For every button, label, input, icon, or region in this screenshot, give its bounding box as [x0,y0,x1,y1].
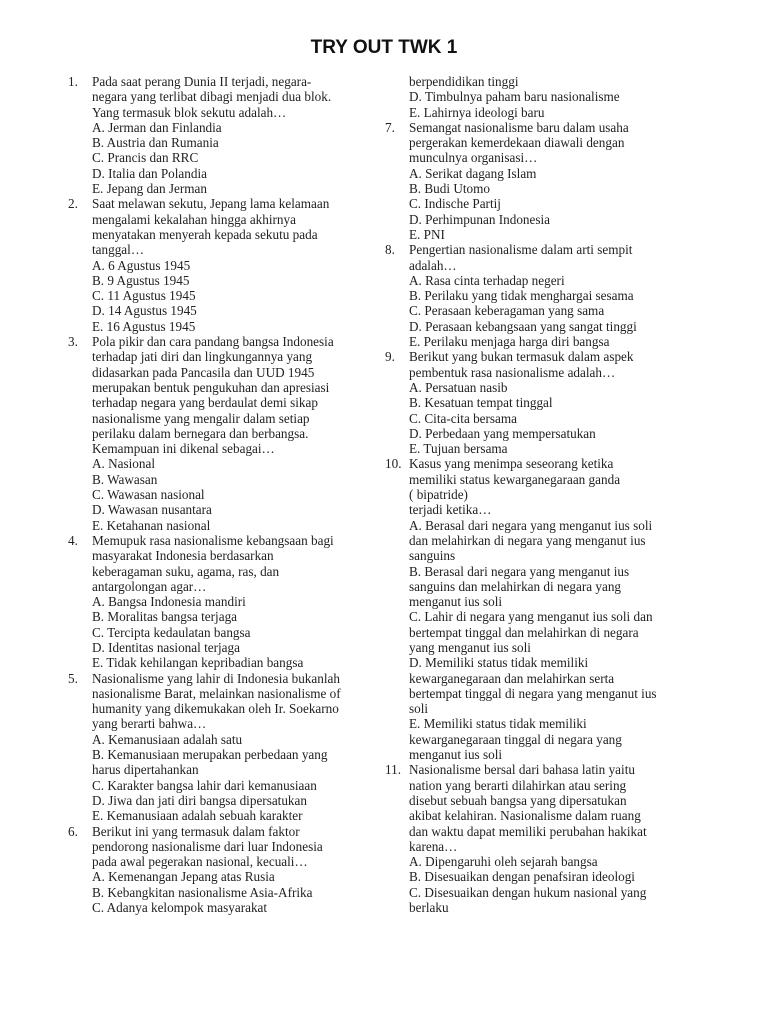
question-11 [385,762,685,915]
question-3 [68,334,364,533]
answer-option-c: C. Cita-cita bersama [409,410,518,426]
question-text-line: Saat melawan sekutu, Jepang lama kelamaan [92,196,330,212]
question-number: 10. [385,456,402,472]
answer-option-a: A. Dipengaruhi oleh sejarah bangsa [409,854,598,870]
answer-option-c-continued: bertempat tinggal dan melahirkan di negara [409,624,639,640]
answer-option-b-continued: harus dipertahankan [92,762,199,778]
question-text-line: Kemampuan ini dikenal sebagai… [92,441,275,457]
question-text-line: adalah… [409,257,457,273]
answer-option-e: E. Perilaku menjaga harga diri bangsa [409,334,610,350]
question-text-line: Memupuk rasa nasionalisme kebangsaan bagi [92,532,334,548]
question-body [409,456,685,762]
question-text-line: pembentuk rasa nasionalisme adalah… [409,364,616,380]
right-column [385,74,685,915]
question-text-line: pada awal pegerakan nasional, kecuali… [92,854,308,870]
question-text-line: Pola pikir dan cara pandang bangsa Indonesia [92,334,334,350]
question-text-line: mengalami kekalahan hingga akhirnya [92,211,296,227]
question-text-line: menyatakan menyerah kepada sekutu pada [92,226,318,242]
question-text-line: Nasionalisme yang lahir di Indonesia bukanlah [92,670,340,686]
question-text-line: terjadi ketika… [409,502,492,518]
question-9 [385,349,685,456]
answer-option-a: A. Berasal dari negara yang menganut ius soli [409,517,653,533]
answer-option-a: A. Bangsa Indonesia mandiri [92,594,246,610]
answer-option-d-continued: kewarganegaraan dan melahirkan serta [409,670,615,686]
answer-option-e: E. 16 Agustus 1945 [92,318,196,334]
answer-option-a: A. Rasa cinta terhadap negeri [409,272,565,288]
answer-option-e-continued: kewarganegaraan tinggal di negara yang [409,731,622,747]
answer-option-c-continued: yang menganut ius soli [409,639,531,655]
question-5 [68,671,364,824]
answer-option-c: C. Karakter bangsa lahir dari kemanusiaan [92,777,317,793]
question-body [409,349,685,456]
question-number: 11. [385,762,401,778]
answer-option-b: B. Disesuaikan dengan penafsiran ideologi [409,869,635,885]
answer-option-c: C. Disesuaikan dengan hukum nasional yang [409,884,647,900]
question-7 [385,120,685,242]
question-text-line: perilaku dalam bernegara dan berbangsa. [92,425,309,441]
answer-option-d: D. Italia dan Polandia [92,165,207,181]
answer-option-e: E. Tidak kehilangan kepribadian bangsa [92,655,304,671]
question-text-line: keberagaman suku, agama, ras, dan [92,563,280,579]
answer-option-e: E. Kemanusiaan adalah sebuah karakter [92,808,303,824]
question-4 [68,533,364,671]
question-text-line: karena… [409,838,458,854]
answer-option-d-continued: soli [409,701,429,717]
answer-option-e: E. Memiliki status tidak memiliki [409,716,587,732]
question-body [92,334,364,533]
answer-option-b: B. Kemanusiaan merupakan perbedaan yang [92,747,328,763]
answer-option-a: A. 6 Agustus 1945 [92,257,191,273]
question-text-line: masyarakat Indonesia berdasarkan [92,548,274,564]
question-text-line: Semangat nasionalisme baru dalam usaha [409,119,629,135]
question-text-line: didasarkan pada Pancasila dan UUD 1945 [92,364,315,380]
question-text-line: dan waktu dapat memiliki perubahan hakikat [409,823,647,839]
question-6-continuation [385,74,685,120]
question-number: 5. [68,670,78,686]
answer-option-e: E. Lahirnya ideologi baru [409,104,545,120]
question-text-line: yang berarti bahwa… [92,716,207,732]
answer-option-e: E. Tujuan bersama [409,441,508,457]
answer-option-b: B. Berasal dari negara yang menganut ius [409,563,630,579]
answer-option-c: C. Perasaan keberagaman yang sama [409,303,605,319]
answer-option-d: D. Perasaan kebangsaan yang sangat tinggi [409,318,637,334]
answer-option-c: C. Indische Partij [409,196,501,212]
question-number: 6. [68,823,78,839]
question-text-line: pendorong nasionalisme dari luar Indonesia [92,838,323,854]
question-number: 7. [385,119,395,135]
answer-option-a: A. Kemanusiaan adalah satu [92,731,243,747]
question-text-line: disebut sebuah bangsa yang dipersatukan [409,792,627,808]
question-number: 1. [68,74,78,89]
question-body [409,762,685,915]
question-text-line: negara yang terlibat dibagi menjadi dua blok. [92,89,332,105]
answer-option-b: B. 9 Agustus 1945 [92,272,190,288]
answer-option-c: C. Wawasan nasional [92,487,205,503]
question-body [92,533,364,671]
question-text-line: Pengertian nasionalisme dalam arti sempit [409,242,633,258]
question-text-line: Nasionalisme bersal dari bahasa latin yaitu [409,762,635,778]
question-body [92,671,364,824]
answer-option-c: C. Tercipta kedaulatan bangsa [92,624,251,640]
answer-option-a: A. Persatuan nasib [409,379,508,395]
question-text-line: Kasus yang menimpa seseorang ketika [409,456,614,472]
answer-option-c: C. Adanya kelompok masyarakat [92,900,268,916]
answer-option-d: D. Perhimpunan Indonesia [409,211,551,227]
answer-option-e: E. Ketahanan nasional [92,517,211,533]
answer-option-c: C. Prancis dan RRC [92,150,199,166]
question-number: 4. [68,532,78,548]
question-text-line: Pada saat perang Dunia II terjadi, negara- [92,74,312,89]
question-body [92,196,364,334]
answer-option-b: B. Austria dan Rumania [92,135,219,151]
answer-option-d: D. 14 Agustus 1945 [92,303,197,319]
question-text-line: akibat kelahiran. Nasionalisme dalam ruang [409,808,641,824]
answer-option-b: B. Perilaku yang tidak menghargai sesama [409,288,634,304]
answer-option-c: C. 11 Agustus 1945 [92,288,196,304]
question-body [92,824,364,916]
question-text-line: Berikut ini yang termasuk dalam faktor [92,823,300,839]
answer-option-b: B. Budi Utomo [409,181,490,197]
question-2 [68,196,364,334]
answer-option-d: D. Memiliki status tidak memiliki [409,655,589,671]
answer-option-d: D. Timbulnya paham baru nasionalisme [409,89,620,105]
answer-option-d: D. Wawasan nusantara [92,502,212,518]
answer-option-b-continued: menganut ius soli [409,594,503,610]
page-title: TRY OUT TWK 1 [310,37,458,58]
question-6 [68,824,364,916]
question-number: 3. [68,334,78,350]
answer-option-d-continued: bertempat tinggal di negara yang menganut ius [409,685,657,701]
question-body [409,120,685,242]
question-1 [68,74,364,196]
question-number: 2. [68,196,78,212]
question-number: 9. [385,349,395,365]
question-text-line: nation yang berarti dilahirkan atau sering [409,777,627,793]
question-text-line: terhadap negara yang berdaulat demi sikap [92,395,318,411]
answer-option-a: A. Nasional [92,456,155,472]
answer-option-e: E. PNI [409,226,445,242]
left-column [68,74,364,915]
question-text-line: merupakan bentuk pengukuhan dan apresiasi [92,379,330,395]
answer-option-a: A. Serikat dagang Islam [409,165,537,181]
question-text-line: munculnya organisasi… [409,150,538,166]
answer-option-c-continued: berlaku [409,900,449,916]
answer-option-b: B. Kebangkitan nasionalisme Asia-Afrika [92,884,313,900]
question-text-line: memiliki status kewarganegaraan ganda [409,471,621,487]
answer-option-b: B. Wawasan [92,471,158,487]
question-body [409,242,685,349]
answer-option-b-continued: sanguins dan melahirkan di negara yang [409,578,622,594]
question-text-line: pergerakan kemerdekaan diawali dengan [409,135,625,151]
answer-option-c: C. Lahir di negara yang menganut ius soli dan [409,609,653,625]
question-text-line: nasionalisme Barat, melainkan nasionalisme of [92,685,341,701]
answer-option-e: E. Jepang dan Jerman [92,181,207,197]
question-text-line: Berikut yang bukan termasuk dalam aspek [409,349,634,365]
answer-option-a-continued: dan melahirkan di negara yang menganut ius [409,532,646,548]
answer-option-d: D. Identitas nasional terjaga [92,639,240,655]
question-body [92,74,364,196]
answer-option-a: A. Kemenangan Jepang atas Rusia [92,869,275,885]
question-text-line: antargolongan agar… [92,578,207,594]
question-text-line: Yang termasuk blok sekutu adalah… [92,104,287,120]
question-text-line: terhadap jati diri dan lingkungannya yang [92,349,313,365]
question-text-line: nasionalisme yang mengalir dalam setiap [92,410,310,426]
question-text-line: ( bipatride) [409,487,468,503]
answer-option-b: B. Moralitas bangsa terjaga [92,609,238,625]
answer-option-b: B. Kesatuan tempat tinggal [409,395,553,411]
answer-option-a: A. Jerman dan Finlandia [92,119,222,135]
question-number: 8. [385,242,395,258]
answer-option-d: D. Perbedaan yang mempersatukan [409,425,596,441]
answer-option-a-continued: sanguins [409,548,456,564]
question-8 [385,242,685,349]
answer-option-e-continued: menganut ius soli [409,747,503,763]
answer-option-d: D. Jiwa dan jati diri bangsa dipersatukan [92,792,307,808]
question-text-line: humanity yang dikemukakan oleh Ir. Soekarno [92,701,339,717]
question-10 [385,456,685,762]
question-text-line: tanggal… [92,242,145,258]
answer-option-c-continued: berpendidikan tinggi [409,74,519,89]
